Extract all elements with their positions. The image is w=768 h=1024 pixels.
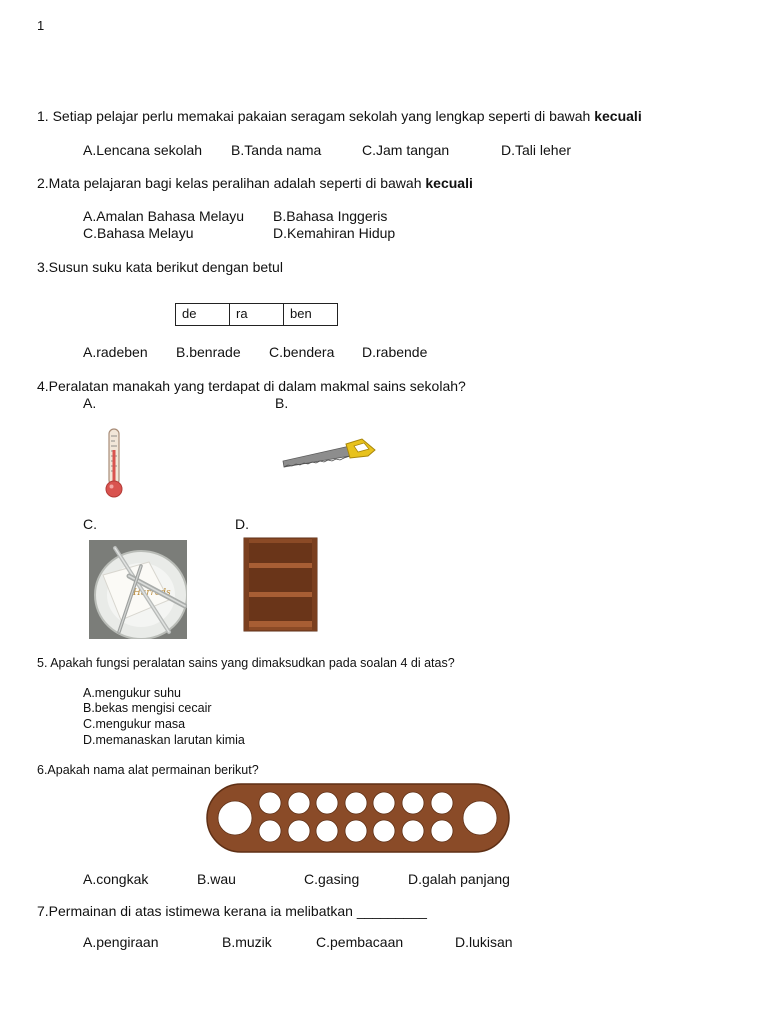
syllable-cell: ben (290, 306, 312, 321)
q3-option-b[interactable]: B.benrade (176, 344, 241, 360)
q7-option-a[interactable]: A.pengiraan (83, 934, 159, 950)
q2-option-d[interactable]: D.Kemahiran Hidup (273, 225, 396, 241)
q7-option-b[interactable]: B.muzik (222, 934, 272, 950)
q1-option-b[interactable]: B.Tanda nama (231, 142, 322, 158)
question-2-text: 2.Mata pelajaran bagi kelas peralihan adalah seperti di bawah (37, 175, 426, 191)
q2-option-b[interactable]: B.Bahasa Inggeris (273, 208, 388, 224)
q4-option-a[interactable]: A. (83, 395, 97, 411)
q1-option-a[interactable]: A.Lencana sekolah (83, 142, 203, 158)
svg-text:Harrods: Harrods (133, 588, 171, 598)
question-4-text: 4.Peralatan manakah yang terdapat di dalam makmal sains sekolah? (37, 378, 466, 394)
question-3-text: 3.Susun suku kata berikut dengan betul (37, 259, 283, 275)
syllable-cell: ra (230, 304, 284, 325)
q1-option-c[interactable]: C.Jam tangan (362, 142, 450, 158)
page-number: 1 (37, 18, 45, 33)
q6-option-d[interactable]: D.galah panjang (408, 871, 510, 887)
question-2 (37, 175, 473, 191)
question-1-text: 1. Setiap pelajar perlu memakai pakaian seragam sekolah yang lengkap seperti di bawah (37, 108, 595, 124)
question-5-text: 5. Apakah fungsi peralatan sains yang dimaksudkan pada soalan 4 di atas? (37, 656, 455, 670)
q4-option-b[interactable]: B. (275, 395, 289, 411)
q5-option-c[interactable]: C.mengukur masa (83, 717, 186, 731)
q7-option-c[interactable]: C.pembacaan (316, 934, 404, 950)
question-1-emphasis: kecuali (594, 108, 642, 124)
q6-option-c[interactable]: C.gasing (304, 871, 360, 887)
q5-option-d[interactable]: D.memanaskan larutan kimia (83, 733, 245, 747)
q6-option-a[interactable]: A.congkak (83, 871, 149, 887)
q2-option-a[interactable]: A.Amalan Bahasa Melayu (83, 208, 245, 224)
q1-option-d[interactable]: D.Tali leher (501, 142, 572, 158)
q4-option-c[interactable]: C. (83, 516, 97, 532)
question-1 (37, 108, 642, 124)
q2-option-c[interactable]: C.Bahasa Melayu (83, 225, 194, 241)
plate-cutlery-icon[interactable] (89, 540, 187, 639)
q7-option-d[interactable]: D.lukisan (455, 934, 513, 950)
syllable-table (175, 303, 338, 326)
question-7-text: 7.Permainan di atas istimewa kerana ia melibatkan _________ (37, 903, 427, 919)
q5-option-a[interactable]: A.mengukur suhu (83, 686, 181, 700)
hand-saw-icon[interactable] (280, 436, 380, 472)
q4-option-d[interactable]: D. (235, 516, 249, 532)
q6-option-b[interactable]: B.wau (197, 871, 236, 887)
syllable-cell: de (176, 304, 230, 325)
question-6-text: 6.Apakah nama alat permainan berikut? (37, 763, 259, 777)
q3-option-d[interactable]: D.rabende (362, 344, 428, 360)
bookshelf-icon[interactable] (243, 537, 318, 633)
q3-option-a[interactable]: A.radeben (83, 344, 148, 360)
q5-option-b[interactable]: B.bekas mengisi cecair (83, 701, 212, 715)
thermometer-icon[interactable] (80, 428, 152, 500)
q3-option-c[interactable]: C.bendera (269, 344, 335, 360)
congkak-board-icon[interactable] (206, 783, 510, 853)
question-2-emphasis: kecuali (425, 175, 473, 191)
